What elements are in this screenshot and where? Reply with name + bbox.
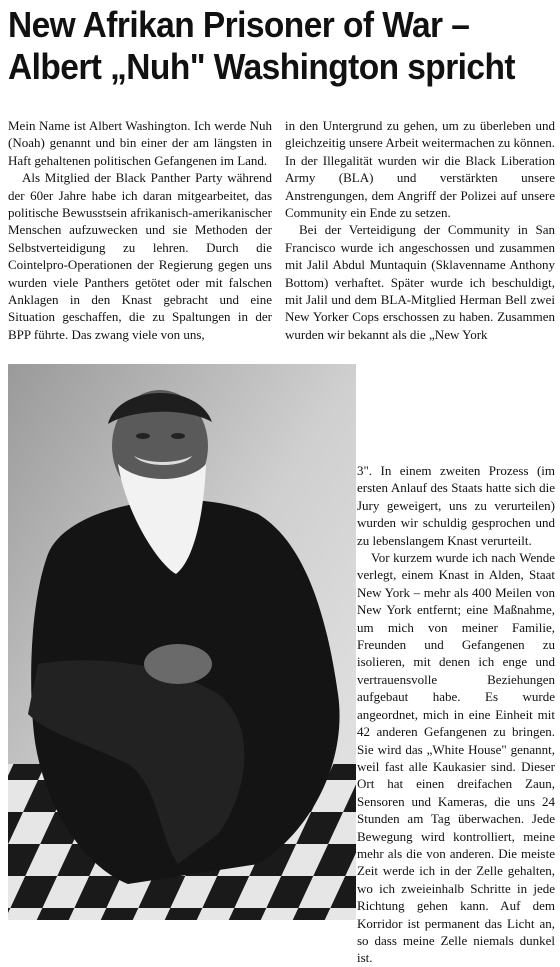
right-column-top: [285, 117, 555, 343]
article-headline: [8, 4, 518, 88]
right-column-wrap: [357, 462, 555, 967]
paragraph: 3". In einem zweiten Prozess (im ersten Anlauf des Staats hatte sich die Jury geweigert, uns zu verurteilen) wurden wir schuldig gesprochen und zu lebenslangem Knast verurteilt.: [357, 463, 555, 548]
paragraph: in den Untergrund zu gehen, um zu überleben und gleichzeitig unsere Arbeit weitermachen zu können. In der Illegalität wurden wir die Black Liberation Army (BLA) und verstärkten unsere Anstrengungen, dem Angriff der Polizei auf unsere Community ein Ende zu setzen.: [285, 118, 556, 221]
headline-line-2: Albert „Nuh" Washington spricht: [8, 46, 515, 87]
paragraph: Mein Name ist Albert Washington. Ich werde Nuh (Noah) genannt und bin einer der am längsten in Haft gehaltenen politischen Gefangenen im Land.: [8, 118, 272, 168]
portrait-photo: [8, 364, 356, 920]
paragraph: Vor kurzem wurde ich nach Wende verlegt, einem Knast in Alden, Staat New York – mehr als 400 Meilen von New York entfernt; eine Maßnahme, um mich von meiner Familie, Freunden und Gefangenen zu isolieren, mit denen ich enge und vertrauensvolle Beziehungen aufgebaut habe. Es wurde angeordnet, mich in eine Einheit mit 42 anderen Gefangenen zu bringen. Sie wird das „White House" genannt, weil fast alle Kaukasier sind. Dieser Ort hat einen dreifachen Zaun, Sensoren und Kameras, die uns 24 Stunden am Tag überwachen. Jede Bewegung wird kontrolliert, meine mehr als die von anderen. Die meiste Zeit werde ich in der Zelle gehalten, wo ich zweieinhalb Schritte in jede Richtung gehen kann. Auf dem Korridor ist permanent das Licht an, so dass meine Zelle niemals dunkel ist.: [357, 550, 555, 966]
paragraph: Als Mitglied der Black Panther Party während der 60er Jahre habe ich daran mitgearbeitet, das politische Bewusstsein afrikanisch-amerikanischer Menschen aufzuwecken und sie Methoden der Selbstverteidigung zu lehren. Durch die Cointelpro-Operationen der Regierung gegen uns wurden viele Panthers getötet oder mit falschen Anklagen in den Knast gebracht und eine Situation geschaffen, die zu Spaltungen in der BPP führte. Das zwang viele von uns,: [8, 170, 272, 342]
headline-line-1: New Afrikan Prisoner of War –: [8, 4, 470, 45]
portrait-illustration: [8, 364, 356, 920]
left-column: [8, 117, 272, 343]
paragraph: Bei der Verteidigung der Community in San Francisco wurde ich angeschossen und zusammen mit Jalil Abdul Muntaquin (Sklavenname Anthony Bottom) verhaftet. Später wurde ich beschuldigt, mit Jalil und dem BLA-Mitglied Herman Bell zwei New Yorker Cops erschossen zu haben. Zusammen wurden wir bekannt als die „New York: [285, 222, 555, 342]
